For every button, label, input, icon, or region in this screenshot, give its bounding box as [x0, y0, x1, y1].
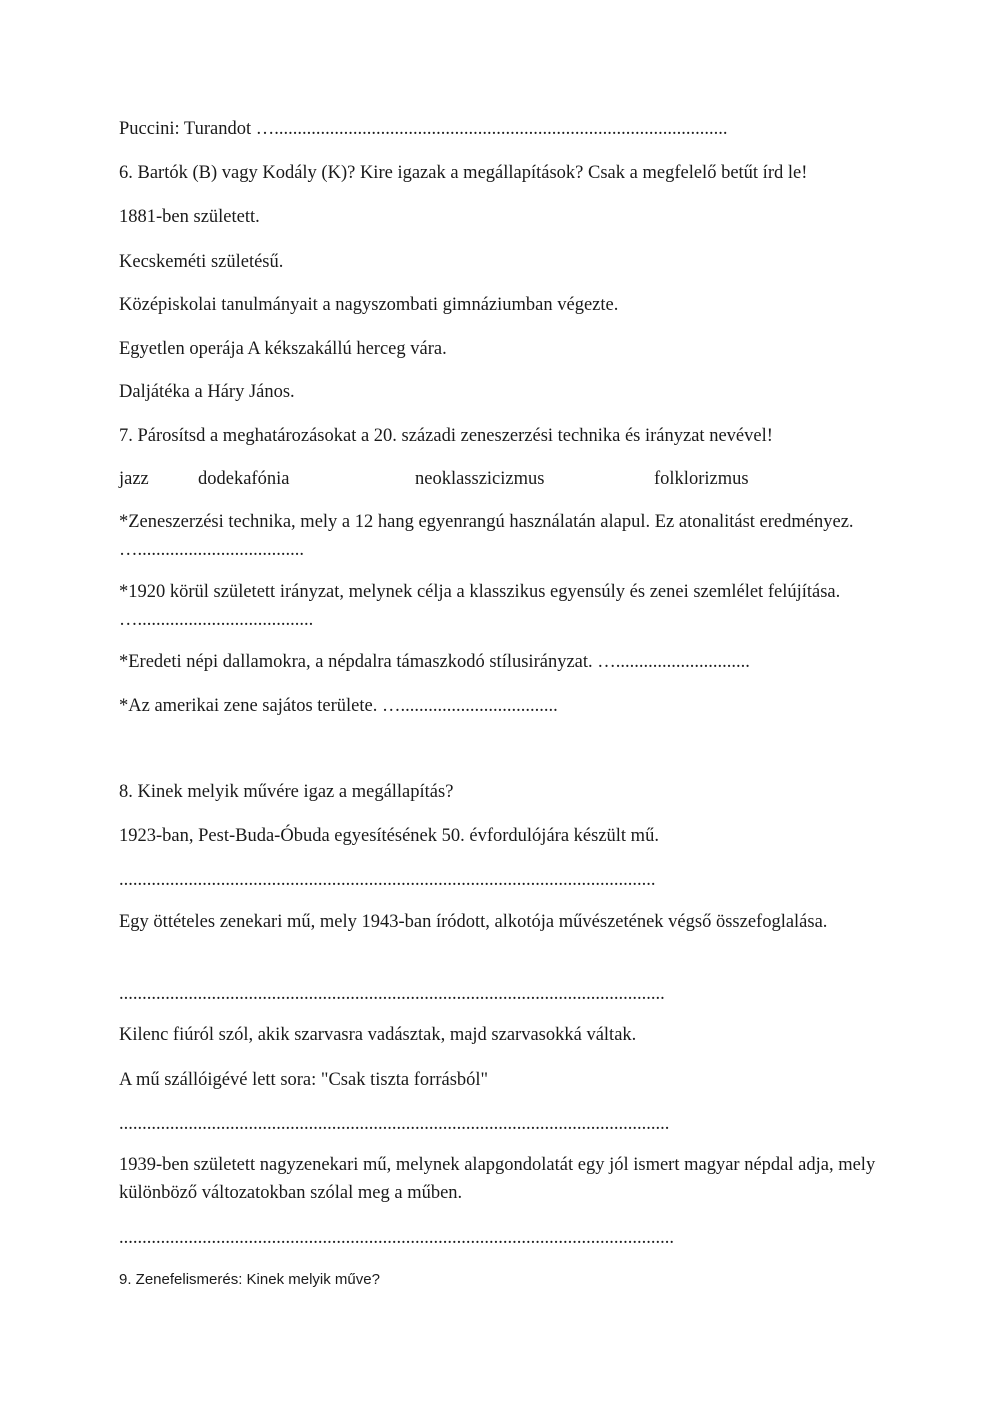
question-7: 7. Párosítsd a meghatározásokat a 20. századi zeneszerzési technika és irányzat nevével!: [119, 426, 773, 446]
statement-6c: Középiskolai tanulmányait a nagyszombati gimnáziumban végezte.: [119, 295, 619, 315]
term-folklorizmus: folklorizmus: [654, 469, 749, 489]
statement-6e: Daljátéka a Háry János.: [119, 382, 295, 402]
statement-6a: 1881-ben született.: [119, 207, 260, 227]
question-8: 8. Kinek melyik művére igaz a megállapítás?: [119, 782, 454, 802]
definition-7c: *Eredeti népi dallamokra, a népdalra támaszkodó stílusirányzat. ….............................: [119, 652, 750, 672]
term-neoklasszicizmus: neoklasszicizmus: [415, 469, 545, 489]
answer-line-8d: ........................................................................................................................: [119, 1228, 674, 1248]
statement-8b: Egy öttételes zenekari mű, mely 1943-ban íródott, alkotója művészetének végső összefoglalása.: [119, 912, 828, 932]
answer-line-turandot: Puccini: Turandot …..................................................................................................: [119, 119, 728, 139]
statement-8a: 1923-ban, Pest-Buda-Óbuda egyesítésének 50. évfordulójára készült mű.: [119, 826, 659, 846]
statement-6d: Egyetlen operája A kékszakállú herceg vára.: [119, 339, 447, 359]
term-dodekafonia: dodekafónia: [198, 469, 290, 489]
answer-line-8c: .......................................................................................................................: [119, 1114, 670, 1134]
statement-6b: Kecskeméti születésű.: [119, 252, 284, 272]
definition-7d: *Az amerikai zene sajátos területe. …..................................: [119, 696, 558, 716]
question-9: 9. Zenefelismerés: Kinek melyik műve?: [119, 1271, 380, 1288]
definition-7a: *Zeneszerzési technika, mely a 12 hang egyenrangú használatán alapul. Ez atonalitást eredményez. …....................................: [119, 512, 854, 560]
term-jazz: jazz: [119, 469, 149, 489]
statement-8d: 1939-ben született nagyzenekari mű, melynek alapgondolatát egy jól ismert magyar népdal adja, mely különböző változatokban szólal meg a műben.: [119, 1155, 876, 1203]
answer-line-8a: ....................................................................................................................: [119, 870, 656, 890]
statement-8c: Kilenc fiúról szól, akik szarvasra vadásztak, majd szarvasokká váltak.: [119, 1025, 637, 1045]
question-6: 6. Bartók (B) vagy Kodály (K)? Kire igazak a megállapítások? Csak a megfelelő betűt írd le!: [119, 163, 808, 183]
statement-8c-quote: A mű szállóigévé lett sora: "Csak tiszta forrásból": [119, 1070, 489, 1090]
answer-line-8b: ......................................................................................................................: [119, 984, 665, 1004]
definition-7b: *1920 körül született irányzat, melynek célja a klasszikus egyensúly és zenei szemlélet felújítása. …......................................: [119, 582, 841, 630]
